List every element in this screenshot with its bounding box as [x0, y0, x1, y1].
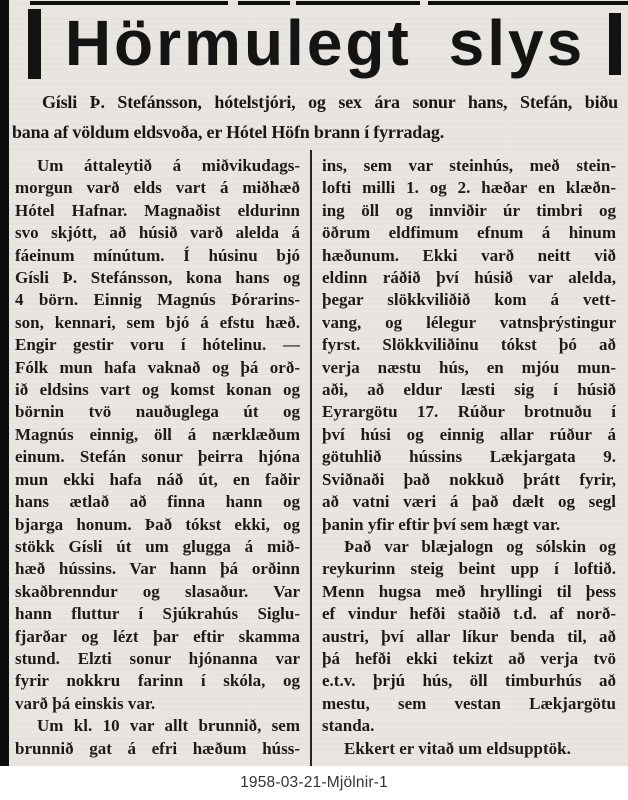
text-line: reykurinn steig beint upp í loftið. [322, 559, 616, 579]
text-line: þanin yfir eftir því sem hægt var. [322, 514, 561, 534]
text-line: Um áttaleytið á miðvikudags- [37, 156, 300, 175]
text-line: mun ekki hafa náð út, en faðir [15, 469, 300, 489]
top-rule-segment [30, 1, 228, 5]
text-line: bjarga honum. Það tókst ekki, og [15, 514, 300, 534]
text-line: Magnús einnig, öll á nærklæðum [15, 424, 300, 444]
text-line: Hótel Hafnar. Magnaðist eldurinn [15, 200, 300, 220]
text-line: austri, því allar líkur benda til, að [322, 626, 616, 646]
text-line: Gísli Þ. Stefánsson, kona hans og [15, 268, 300, 288]
article-column-left [15, 155, 300, 760]
top-rule-segment [428, 1, 628, 5]
text-line: Sviðnaði það nokkuð þrátt fyrir, [322, 469, 616, 489]
text-line: son, kennari, sem bjó á efstu hæð. [15, 312, 300, 332]
text-line: því húsi og einnig allar rúður á [322, 424, 616, 444]
text-line: ins, sem var steinhús, með stein- [322, 156, 616, 175]
text-line: lofti milli 1. og 2. hæðar en klæðn- [322, 178, 616, 198]
article-lede [12, 87, 618, 147]
text-line: fyrir nokkru farinn í skóla, og [15, 671, 300, 691]
text-line: verja næstu hús, en mjóu mun- [322, 357, 616, 377]
text-line: ið eldsins vart og komst konan og [15, 380, 300, 400]
text-line: Um kl. 10 var allt brunnið, sem [37, 716, 300, 736]
text-line: fáeinum mínútum. Í húsinu bjó [15, 245, 300, 265]
text-line: götuhlið hússins Lækjargata 9. [322, 447, 616, 467]
top-rule-segment [238, 1, 290, 5]
text-line: vang, og lélegur vatnsþrýstingur [322, 312, 616, 332]
footer-strip [0, 766, 628, 800]
text-line: eldinn ráðið því húsið var alelda, [322, 268, 616, 288]
text-line: brunnið gat á efri hæðum húss- [15, 738, 300, 758]
text-line: ing öll og innviðir úr timbri og [322, 200, 616, 220]
text-line: Eyrargötu 17. Rúður brotnuðu í [322, 402, 616, 422]
text-line: Það var blæjalogn og sólskin og [344, 536, 616, 556]
text-line: Engir gestir voru í hótelinu. — [15, 335, 300, 355]
text-line: svo skjótt, að húsið varð alelda á [15, 223, 300, 243]
paragraph [322, 155, 616, 536]
paragraph [322, 536, 616, 738]
text-line: morgun varð elds vart á miðhæð [15, 178, 300, 198]
text-line: Fólk mun hafa vaknað og þá orð- [15, 357, 300, 377]
text-line: börnin tvö nauðuglega út og [15, 402, 300, 422]
text-line: e.t.v. þrjú hús, öll timburhús að [322, 671, 616, 691]
text-line: ef vindur hefði staðið t.d. af norð- [322, 604, 616, 624]
text-line: stökk Gísli út um glugga á mið- [15, 536, 300, 556]
text-line: öðrum eldfimum efnum á hinum [322, 223, 616, 243]
text-line: skaðbrenndur og slasaður. Var [15, 581, 300, 601]
text-line: einum. Stefán sonur þeirra hjóna [15, 447, 300, 467]
text-line: stund. Elzti sonur hjónanna var [15, 648, 300, 668]
headline-rule-left [28, 9, 41, 79]
paragraph [15, 715, 300, 760]
lede-line: Gísli Þ. Stefánsson, hótelstjóri, og sex ára sonur hans, Stefán, biðu [42, 92, 618, 112]
column-divider-rule [310, 150, 312, 767]
text-line: þegar slökkviliðið kom á vett- [322, 290, 616, 310]
paragraph [15, 155, 300, 715]
text-line: að vatni væri á það dælt og segl [322, 492, 616, 512]
paragraph [322, 738, 616, 760]
text-line: hæð hússins. Var hann þá orðinn [15, 559, 300, 579]
text-line: aði, að eldur læsti sig í húsið [322, 380, 616, 400]
text-line: mestu, sem vestan Lækjargötu [322, 693, 616, 713]
text-line: fyrst. Slökkviliðinu tókst þó að [322, 335, 616, 355]
text-line: hæðunum. Ekki varð neitt við [322, 245, 616, 265]
text-line: hann fluttur í Sjúkrahús Siglu- [15, 604, 300, 624]
text-line: Ekkert er vitað um eldsupptök. [344, 738, 571, 758]
text-line: fjarðar og lézt þar eftir skamma [15, 626, 300, 646]
text-line: 4 börn. Einnig Magnús Þórarins- [15, 290, 300, 310]
scan-edge-strip [0, 0, 9, 766]
lede-line: bana af völdum eldsvoða, er Hótel Höfn brann í fyrradag. [12, 122, 444, 142]
article-column-right [322, 155, 616, 760]
text-line: Menn hugsa með hryllingi til þess [322, 581, 616, 601]
text-line: þá hefði ekki tekizt að verja tvö [322, 648, 616, 668]
text-line: varð þá einskis var. [15, 693, 156, 713]
top-rule-segment [296, 1, 420, 5]
article-headline: Hörmulegt slys [64, 7, 586, 79]
text-line: hans ætlað að finna hann og [15, 492, 300, 512]
archive-caption: 1958-03-21-Mjölnir-1 [240, 774, 388, 791]
headline-rule-right [609, 13, 621, 75]
text-line: standa. [322, 716, 375, 736]
